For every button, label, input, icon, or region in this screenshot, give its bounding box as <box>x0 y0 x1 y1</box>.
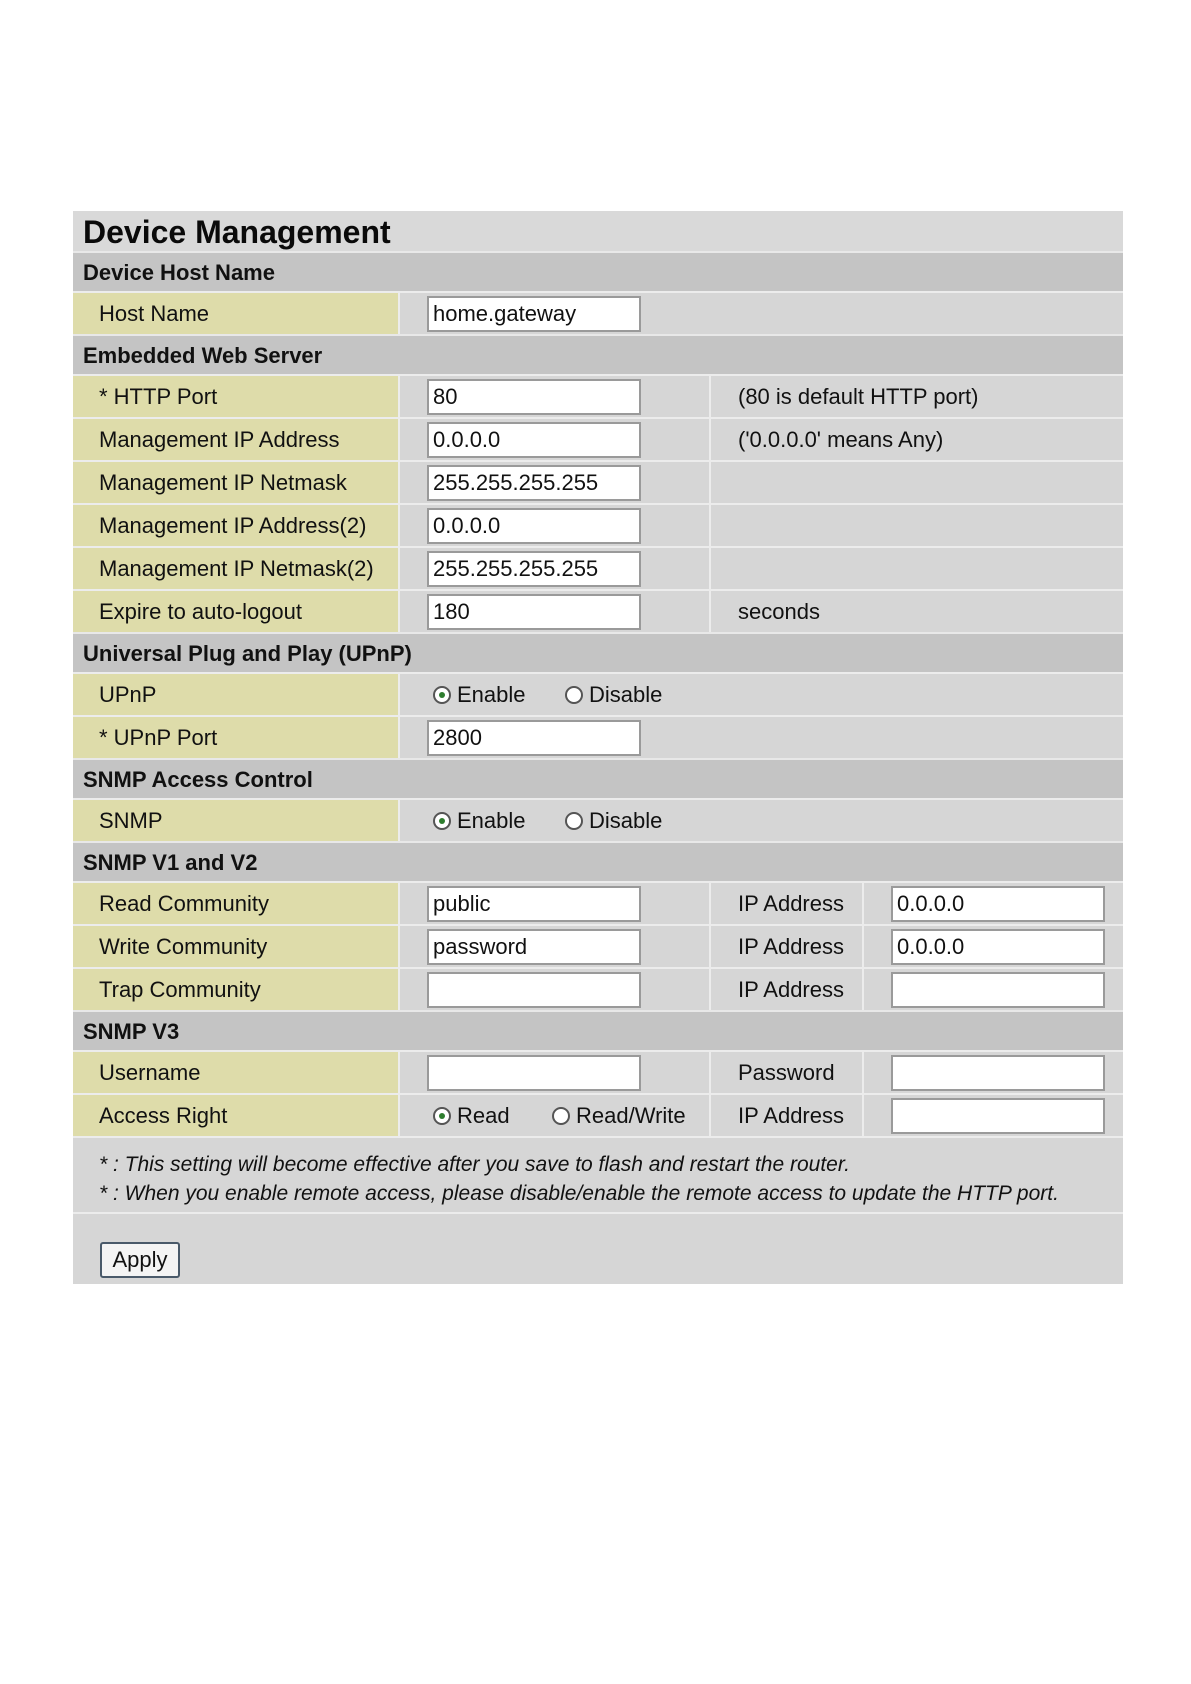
column-divider <box>862 1095 864 1136</box>
section-header-host-name: Device Host Name <box>73 251 1123 291</box>
row-trap-community <box>73 967 1123 1010</box>
column-divider <box>862 969 864 1010</box>
footnote-remote-access: * : When you enable remote access, please disable/enable the remote access to update the HTTP port. <box>99 1182 1059 1205</box>
access-read-radio[interactable] <box>433 1095 510 1136</box>
write-community-input[interactable] <box>427 929 641 965</box>
auto-logout-unit: seconds <box>738 599 820 624</box>
footnotes <box>73 1136 1123 1212</box>
apply-button[interactable]: Apply <box>100 1242 180 1278</box>
access-readwrite-radio[interactable] <box>552 1095 686 1136</box>
mgmt-ip-input[interactable] <box>427 422 641 458</box>
row-mgmt-ip-2 <box>73 503 1123 546</box>
http-port-input[interactable] <box>427 379 641 415</box>
read-ip-label: IP Address <box>738 891 844 916</box>
upnp-disable-radio[interactable] <box>565 674 662 715</box>
section-header-snmp-v1v2: SNMP V1 and V2 <box>73 841 1123 881</box>
upnp-disable-label: Disable <box>589 681 663 707</box>
row-mgmt-netmask <box>73 460 1123 503</box>
snmp-disable-radio[interactable] <box>565 800 662 841</box>
upnp-label: UPnP <box>73 674 400 715</box>
section-header-web-server: Embedded Web Server <box>73 334 1123 374</box>
mgmt-ip-2-input[interactable] <box>427 508 641 544</box>
mgmt-ip-2-label: Management IP Address(2) <box>73 505 400 546</box>
access-read-label: Read <box>457 1102 510 1128</box>
radio-unselected-icon <box>565 686 583 704</box>
v3-password-input[interactable] <box>891 1055 1105 1091</box>
row-v3-access-right <box>73 1093 1123 1136</box>
mgmt-netmask-2-input[interactable] <box>427 551 641 587</box>
v3-username-label: Username <box>73 1052 400 1093</box>
v3-username-input[interactable] <box>427 1055 641 1091</box>
radio-selected-icon <box>433 1107 451 1125</box>
trap-community-label: Trap Community <box>73 969 400 1010</box>
http-port-label: * HTTP Port <box>73 376 400 417</box>
radio-selected-icon <box>433 812 451 830</box>
http-port-note: (80 is default HTTP port) <box>738 384 979 409</box>
column-divider <box>709 591 711 632</box>
snmp-enable-label: Enable <box>457 807 526 833</box>
mgmt-netmask-2-label: Management IP Netmask(2) <box>73 548 400 589</box>
mgmt-ip-label: Management IP Address <box>73 419 400 460</box>
write-ip-input[interactable] <box>891 929 1105 965</box>
column-divider <box>709 376 711 417</box>
v3-ip-label: IP Address <box>738 1103 844 1128</box>
column-divider <box>709 548 711 589</box>
row-mgmt-ip <box>73 417 1123 460</box>
column-divider <box>709 462 711 503</box>
v3-access-right-label: Access Right <box>73 1095 400 1136</box>
host-name-input[interactable] <box>427 296 641 332</box>
column-divider <box>709 419 711 460</box>
button-row <box>73 1212 1123 1284</box>
read-ip-input[interactable] <box>891 886 1105 922</box>
read-community-input[interactable] <box>427 886 641 922</box>
row-mgmt-netmask-2 <box>73 546 1123 589</box>
page-title: Device Management <box>73 211 1123 251</box>
row-http-port <box>73 374 1123 417</box>
column-divider <box>862 926 864 967</box>
footnote-flash-restart: * : This setting will become effective after you save to flash and restart the router. <box>99 1153 850 1176</box>
column-divider <box>709 1095 711 1136</box>
section-header-snmp-v3: SNMP V3 <box>73 1010 1123 1050</box>
row-host-name <box>73 291 1123 334</box>
trap-community-input[interactable] <box>427 972 641 1008</box>
read-community-label: Read Community <box>73 883 400 924</box>
write-community-label: Write Community <box>73 926 400 967</box>
column-divider <box>709 1052 711 1093</box>
access-readwrite-label: Read/Write <box>576 1102 686 1128</box>
column-divider <box>709 505 711 546</box>
trap-ip-label: IP Address <box>738 977 844 1002</box>
upnp-port-label: * UPnP Port <box>73 717 400 758</box>
radio-selected-icon <box>433 686 451 704</box>
row-upnp <box>73 672 1123 715</box>
device-management-panel <box>73 211 1123 1284</box>
row-read-community <box>73 881 1123 924</box>
column-divider <box>709 926 711 967</box>
column-divider <box>862 1052 864 1093</box>
v3-password-label: Password <box>738 1060 835 1085</box>
write-ip-label: IP Address <box>738 934 844 959</box>
snmp-disable-label: Disable <box>589 807 663 833</box>
row-write-community <box>73 924 1123 967</box>
upnp-enable-label: Enable <box>457 681 526 707</box>
column-divider <box>709 883 711 924</box>
row-snmp <box>73 798 1123 841</box>
auto-logout-input[interactable] <box>427 594 641 630</box>
host-name-label: Host Name <box>73 293 400 334</box>
auto-logout-label: Expire to auto-logout <box>73 591 400 632</box>
section-header-upnp: Universal Plug and Play (UPnP) <box>73 632 1123 672</box>
snmp-enable-radio[interactable] <box>433 800 526 841</box>
snmp-label: SNMP <box>73 800 400 841</box>
radio-unselected-icon <box>552 1107 570 1125</box>
upnp-enable-radio[interactable] <box>433 674 526 715</box>
section-header-snmp-access: SNMP Access Control <box>73 758 1123 798</box>
row-upnp-port <box>73 715 1123 758</box>
column-divider <box>862 883 864 924</box>
column-divider <box>709 969 711 1010</box>
row-v3-username <box>73 1050 1123 1093</box>
v3-ip-input[interactable] <box>891 1098 1105 1134</box>
upnp-port-input[interactable] <box>427 720 641 756</box>
row-auto-logout <box>73 589 1123 632</box>
mgmt-netmask-label: Management IP Netmask <box>73 462 400 503</box>
mgmt-ip-note: ('0.0.0.0' means Any) <box>738 427 944 452</box>
mgmt-netmask-input[interactable] <box>427 465 641 501</box>
radio-unselected-icon <box>565 812 583 830</box>
trap-ip-input[interactable] <box>891 972 1105 1008</box>
